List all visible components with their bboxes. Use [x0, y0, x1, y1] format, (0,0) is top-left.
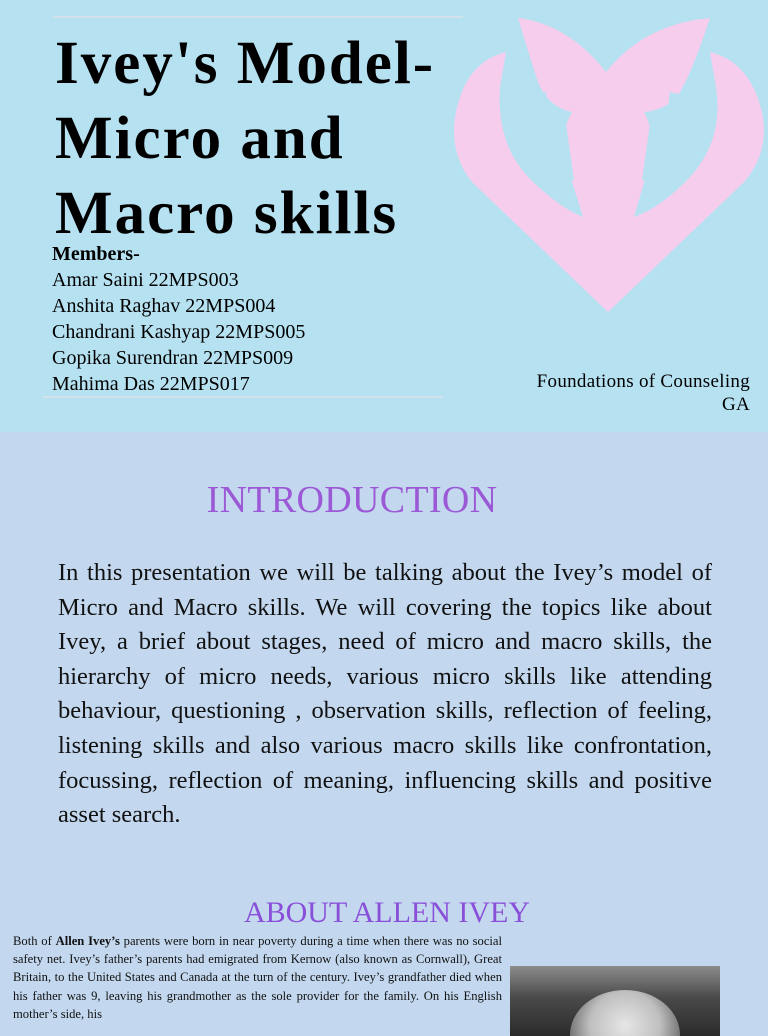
title-slide	[0, 0, 768, 432]
bottom-divider	[43, 396, 443, 398]
allen-ivey-photo	[510, 966, 720, 1036]
member-item: Chandrani Kashyap 22MPS005	[52, 321, 306, 343]
member-item: Anshita Raghav 22MPS004	[52, 295, 276, 317]
portrait-head	[570, 990, 680, 1036]
about-name-bold: Allen Ivey’s	[55, 934, 120, 948]
about-text-start: Both of	[13, 934, 56, 948]
slide-title: Ivey's Model-Micro and Macro skills	[55, 30, 436, 247]
member-item: Amar Saini 22MPS003	[52, 269, 239, 291]
members-list	[52, 267, 305, 397]
members-block	[52, 241, 305, 397]
about-paragraph	[13, 932, 502, 1023]
heart-hands-icon	[448, 12, 768, 317]
about-text-rest: parents were born in near poverty during a time when there was no social safety net. Ivey’s father’s parents had emigrated from Kernow (also known as Cornwall), Great Britain, to the United States and Canada at the turn of the century. Ivey’s grandfather died when his father was 9, leaving his grandmother as the sole provider for the family. On his English mother’s side, his	[13, 934, 502, 1021]
introduction-slide	[0, 432, 768, 1024]
course-section: GA	[721, 394, 750, 415]
introduction-heading: INTRODUCTION	[206, 479, 498, 521]
member-item: Mahima Das 22MPS017	[52, 373, 250, 395]
about-heading: ABOUT ALLEN IVEY	[243, 896, 531, 929]
members-heading: Members-	[52, 243, 140, 265]
course-name: Foundations of Counseling	[536, 371, 750, 392]
member-item: Gopika Surendran 22MPS009	[52, 347, 294, 369]
introduction-paragraph: In this presentation we will be talking about the Ivey’s model of Micro and Macro skills. We will covering the topics like about Ivey, a brief about stages, need of micro and macro skills, the hierarchy of micro needs, various micro skills like attending behaviour, questioning , observation skills, reflection of feeling, listening skills and also various macro skills like confrontation, focussing, reflection of meaning, influencing skills and positive asset search.	[58, 559, 712, 829]
course-label	[537, 370, 750, 416]
top-divider	[53, 16, 463, 18]
